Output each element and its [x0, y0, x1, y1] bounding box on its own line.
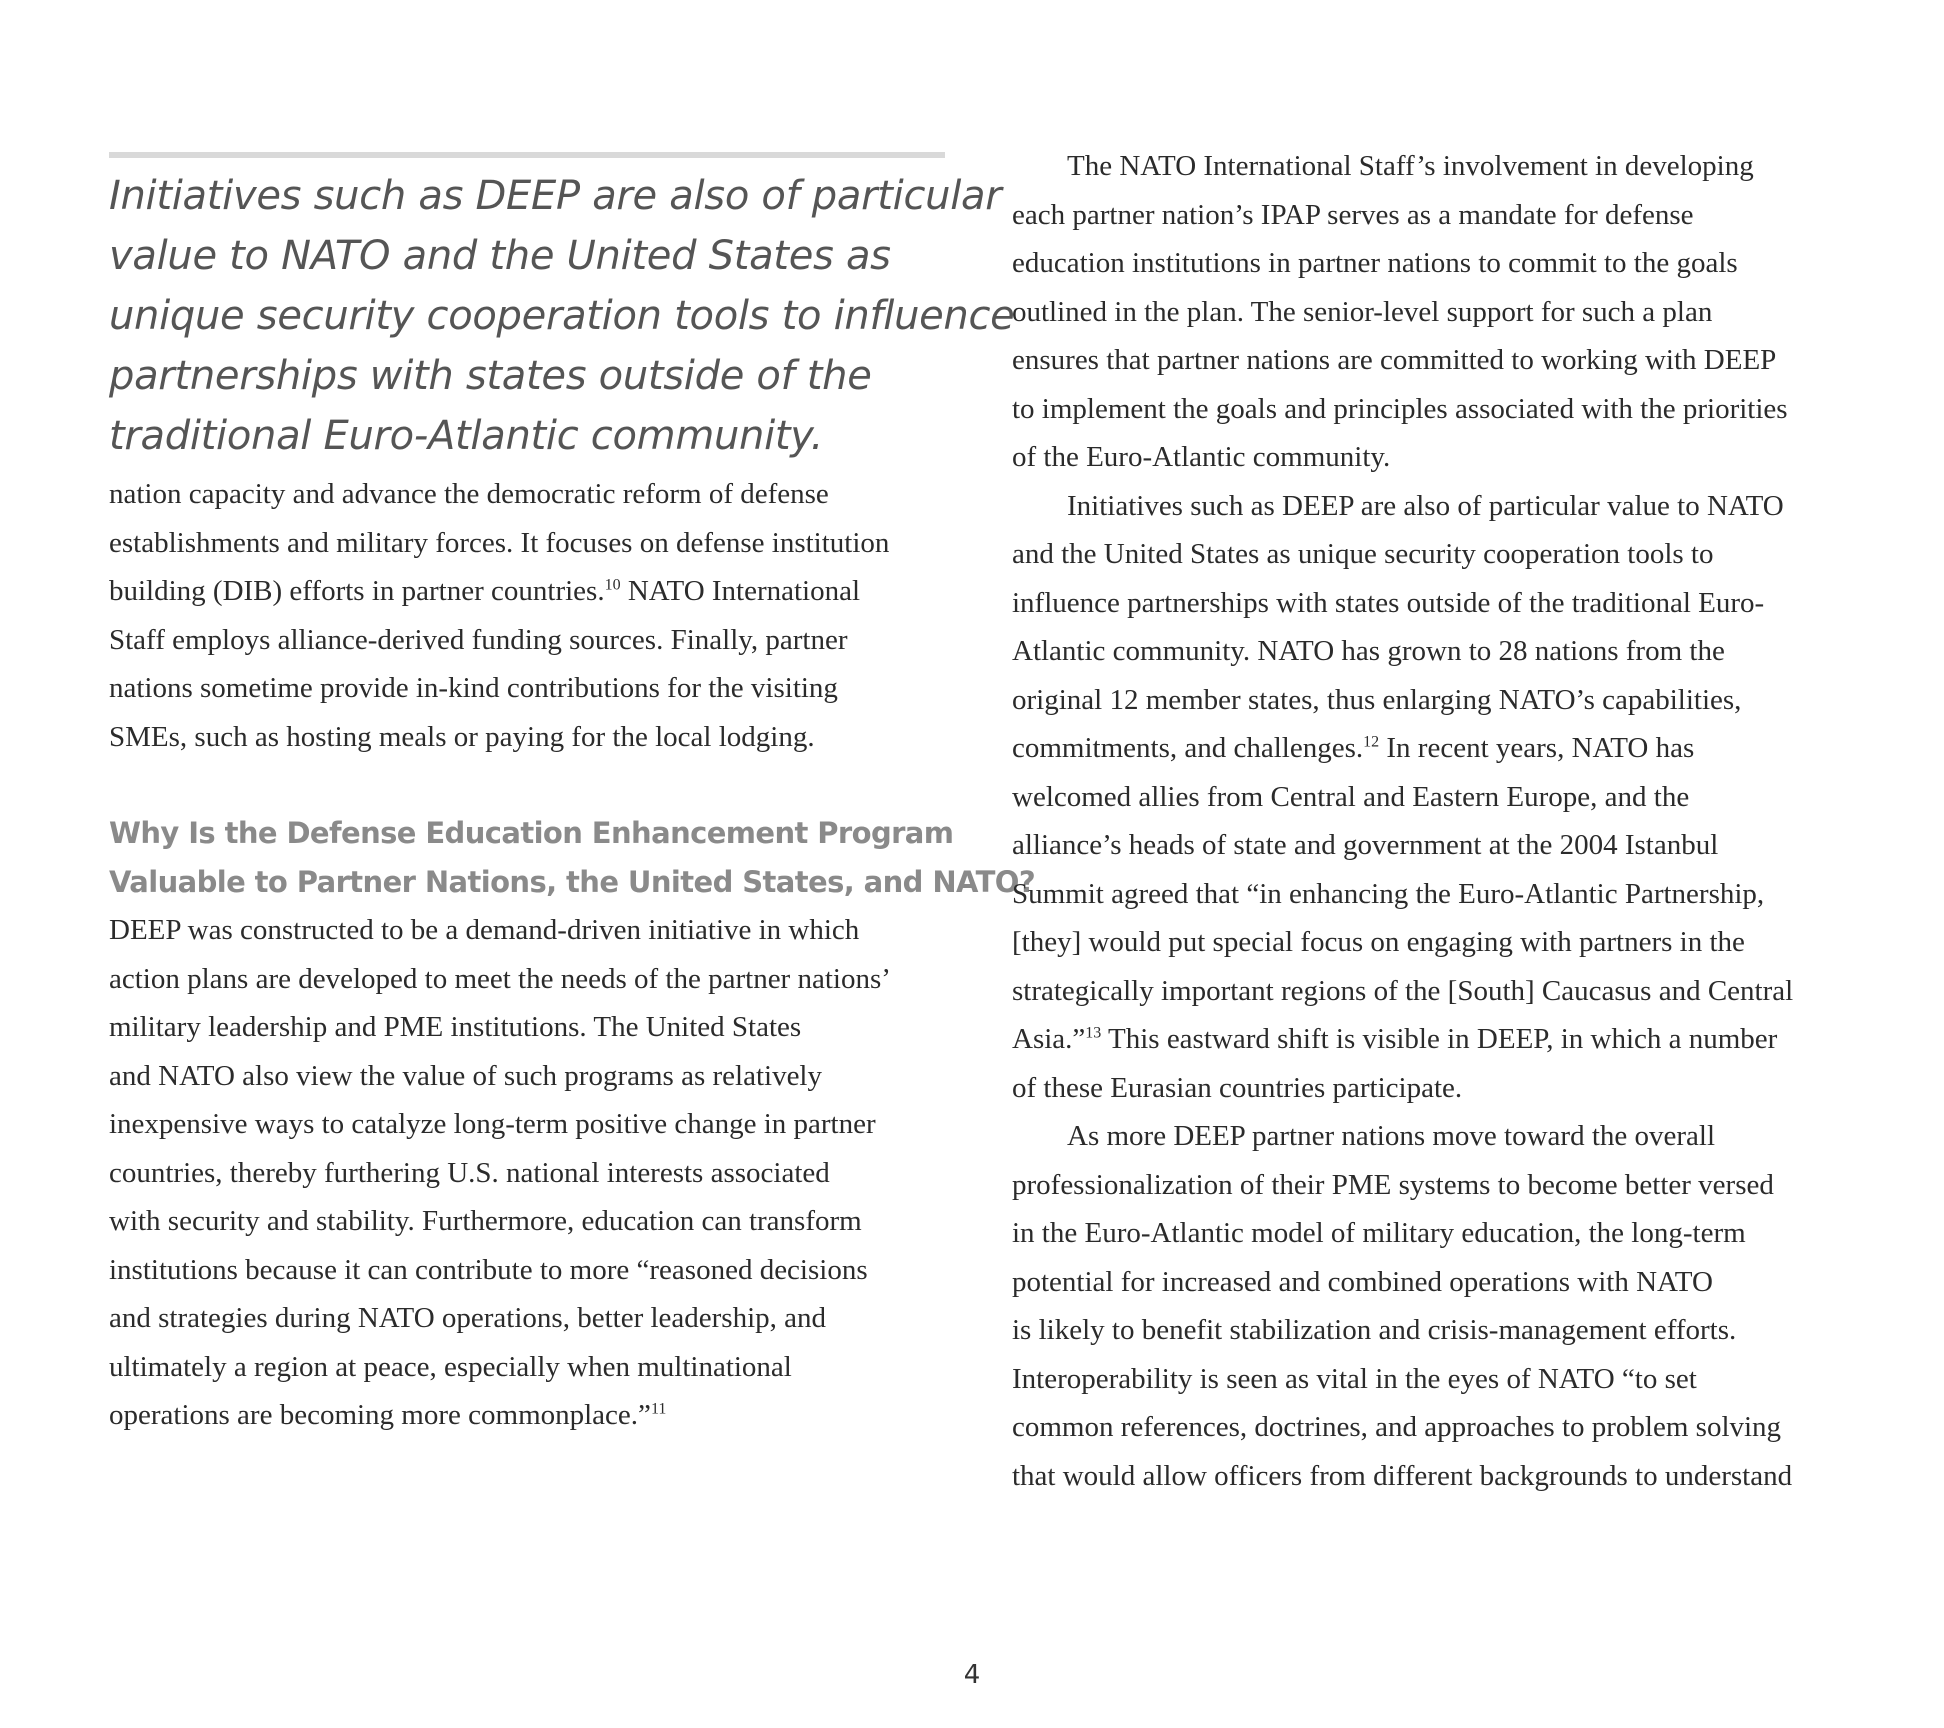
- text-line: As more DEEP partner nations move toward the overall: [1067, 1120, 1716, 1152]
- text-line: potential for increased and combined operations with NATO: [1012, 1265, 1713, 1298]
- text-line: inexpensive ways to catalyze long-term positive change in partner: [109, 1108, 876, 1140]
- text-line: professionalization of their PME systems to become better versed: [1012, 1168, 1774, 1201]
- text-run: building (DIB) efforts in partner countries.: [109, 575, 605, 607]
- text-line: each partner nation’s IPAP serves as a mandate for defense: [1012, 198, 1694, 231]
- text-line: [109, 567, 945, 616]
- heading-line: Valuable to Partner Nations, the United States, and NATO?: [109, 864, 1036, 899]
- text-run: Asia.”: [1012, 1023, 1086, 1055]
- text-line: is likely to benefit stabilization and crisis-management efforts.: [1012, 1314, 1737, 1346]
- text-line: establishments and military forces. It focuses on defense institution: [109, 526, 890, 559]
- text-line: ultimately a region at peace, especially when multinational: [109, 1350, 792, 1383]
- pull-quote-line: traditional Euro-Atlantic community.: [109, 413, 823, 459]
- footnote-ref-13: 13: [1085, 1024, 1102, 1042]
- text-line: nations sometime provide in-kind contributions for the visiting: [109, 672, 838, 704]
- text-line: with security and stability. Furthermore, education can transform: [109, 1205, 862, 1237]
- section-spacer: [109, 761, 945, 809]
- text-line: Interoperability is seen as vital in the eyes of NATO “to set: [1012, 1362, 1697, 1395]
- page-number: 4: [963, 1660, 981, 1690]
- text-line: Summit agreed that “in enhancing the Euro-Atlantic Partnership,: [1012, 877, 1765, 910]
- text-line: ensures that partner nations are committed to working with DEEP: [1012, 344, 1777, 376]
- footnote-ref-12: 12: [1363, 733, 1380, 751]
- text-line: original 12 member states, thus enlarging NATO’s capabilities,: [1012, 683, 1742, 716]
- text-line: countries, thereby furthering U.S. national interests associated: [109, 1156, 830, 1189]
- text-run: In recent years, NATO has: [1379, 732, 1695, 764]
- text-line: alliance’s heads of state and government at the 2004 Istanbul: [1012, 829, 1719, 861]
- pull-quote-line: partnerships with states outside of the: [109, 353, 872, 399]
- text-line: [1012, 1015, 1858, 1064]
- footnote-ref-11: 11: [650, 1400, 667, 1418]
- text-line: and NATO also view the value of such programs as relatively: [109, 1059, 822, 1092]
- footnote-ref-10: 10: [604, 576, 621, 594]
- text-line: influence partnerships with states outside of the traditional Euro-: [1012, 586, 1765, 619]
- left-paragraph-2: [109, 906, 945, 1440]
- pull-quote-line: value to NATO and the United States as: [109, 233, 891, 279]
- text-line: nation capacity and advance the democratic reform of defense: [109, 478, 829, 510]
- text-run: This eastward shift is visible in DEEP, in which a number: [1101, 1023, 1778, 1055]
- left-paragraph-1: [109, 470, 945, 761]
- text-line: outlined in the plan. The senior-level support for such a plan: [1012, 295, 1713, 328]
- text-line: institutions because it can contribute to more “reasoned decisions: [109, 1253, 868, 1286]
- text-line: The NATO International Staff’s involvement in developing: [1067, 150, 1754, 182]
- right-paragraph-3: [1012, 1112, 1858, 1500]
- text-line: Initiatives such as DEEP are also of particular value to NATO: [1067, 489, 1784, 522]
- text-line: Staff employs alliance-derived funding sources. Finally, partner: [109, 623, 848, 656]
- left-column: [109, 152, 1036, 1440]
- text-run: commitments, and challenges.: [1012, 732, 1364, 764]
- text-line: strategically important regions of the [South] Caucasus and Central: [1012, 974, 1794, 1007]
- text-line: military leadership and PME institutions. The United States: [109, 1011, 802, 1043]
- text-line: Atlantic community. NATO has grown to 28 nations from the: [1012, 635, 1725, 667]
- text-line: welcomed allies from Central and Eastern Europe, and the: [1012, 780, 1690, 813]
- section-heading: [109, 809, 1036, 906]
- text-line: that would allow officers from different backgrounds to understand: [1012, 1459, 1793, 1492]
- text-line: and the United States as unique security cooperation tools to: [1012, 538, 1714, 570]
- heading-line: Why Is the Defense Education Enhancement Program: [109, 816, 954, 850]
- text-run: operations are becoming more commonplace.”: [109, 1399, 651, 1431]
- text-line: [1012, 724, 1858, 773]
- text-line: SMEs, such as hosting meals or paying for the local lodging.: [109, 720, 815, 753]
- text-run: NATO International: [620, 575, 861, 607]
- right-column: [1012, 142, 1858, 1500]
- text-line: in the Euro-Atlantic model of military education, the long-term: [1012, 1217, 1746, 1249]
- text-line: of these Eurasian countries participate.: [1012, 1071, 1463, 1104]
- text-line: DEEP was constructed to be a demand-driven initiative in which: [109, 914, 860, 946]
- text-line: and strategies during NATO operations, better leadership, and: [109, 1302, 827, 1334]
- text-line: [109, 1391, 945, 1440]
- text-line: of the Euro-Atlantic community.: [1012, 441, 1391, 473]
- pull-quote-rule: [109, 152, 945, 158]
- pull-quote-line: Initiatives such as DEEP are also of particular: [109, 173, 1002, 219]
- right-paragraph-2: [1012, 482, 1858, 1113]
- pull-quote: [109, 166, 1015, 466]
- pull-quote-line: unique security cooperation tools to influence: [109, 293, 1015, 339]
- text-line: common references, doctrines, and approaches to problem solving: [1012, 1411, 1782, 1443]
- text-line: action plans are developed to meet the needs of the partner nations’: [109, 962, 891, 995]
- text-line: education institutions in partner nations to commit to the goals: [1012, 247, 1738, 279]
- text-line: [they] would put special focus on engaging with partners in the: [1012, 926, 1745, 958]
- text-line: to implement the goals and principles associated with the priorities: [1012, 392, 1788, 425]
- right-paragraph-1: [1012, 142, 1858, 482]
